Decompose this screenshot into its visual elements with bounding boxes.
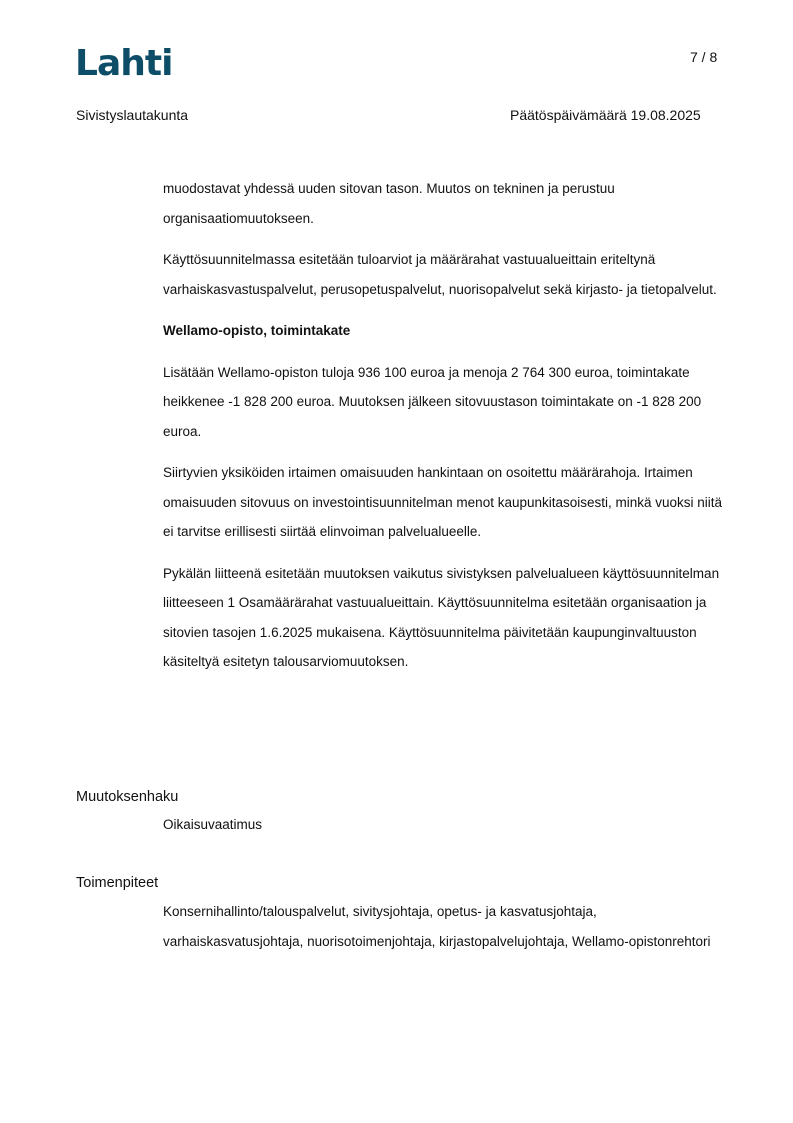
page-number: 7 / 8 (690, 49, 718, 65)
decision-date: Päätöspäivämäärä 19.08.2025 (510, 107, 701, 123)
body-paragraph: Käyttösuunnitelmassa esitetään tuloarviot ja määrärahat vastuualueittain eriteltynä varhaiskasvastuspalvelut, perusopetuspalvelut, nuorisopalvelut sekä kirjasto- ja tietopalvelut. (163, 252, 717, 297)
section-heading: Wellamo-opisto, toimintakate (163, 323, 351, 338)
appeal-text: Oikaisuvaatimus (163, 817, 263, 832)
lahti-logo: Lahti (75, 43, 173, 84)
body-paragraph: muodostavat yhdessä uuden sitovan tason. Muutos on tekninen ja perustuu organisaatiomuutokseen. (163, 181, 615, 226)
actions-label: Toimenpiteet (76, 875, 159, 891)
appeal-label: Muutoksenhaku (76, 789, 179, 805)
organization-name: Sivistyslautakunta (76, 107, 189, 123)
actions-text: Konsernihallinto/talouspalvelut, sivitysjohtaja, opetus- ja kasvatusjohtaja, varhaiskasvatusjohtaja, nuorisotoimenjohtaja, kirjastopalvelujohtaja, Wellamo-opistonrehtori (163, 904, 711, 949)
body-paragraph: Lisätään Wellamo-opiston tuloja 936 100 euroa ja menoja 2 764 300 euroa, toimintakate heikkenee -1 828 200 euroa. Muutoksen jälkeen sitovuustason toimintakate on -1 828 200 euroa. (163, 364, 702, 439)
body-paragraph: Siirtyvien yksiköiden irtaimen omaisuuden hankintaan on osoitettu määrärahoja. Irtaimen omaisuuden sitovuus on investointisuunnitelman menot kaupunkitasoisesti, minkä vuoksi niitä ei tarvitse erillisesti siirtää elinvoiman palvelualueelle. (163, 465, 723, 539)
document-body (163, 174, 723, 689)
appeal-content (163, 810, 723, 840)
body-paragraph: Pykälän liitteenä esitetään muutoksen vaikutus sivistyksen palvelualueen käyttösuunnitelman liitteeseen 1 Osamäärärahat vastuualueittain. Käyttösuunnitelma esitetään organisaation ja sitovien tasojen 1.6.2025 mukaisena. Käyttösuunnitelma päivitetään kaupunginvaltuuston käsiteltyä esitetyn talousarviomuutoksen. (163, 565, 720, 669)
actions-content (163, 897, 723, 956)
